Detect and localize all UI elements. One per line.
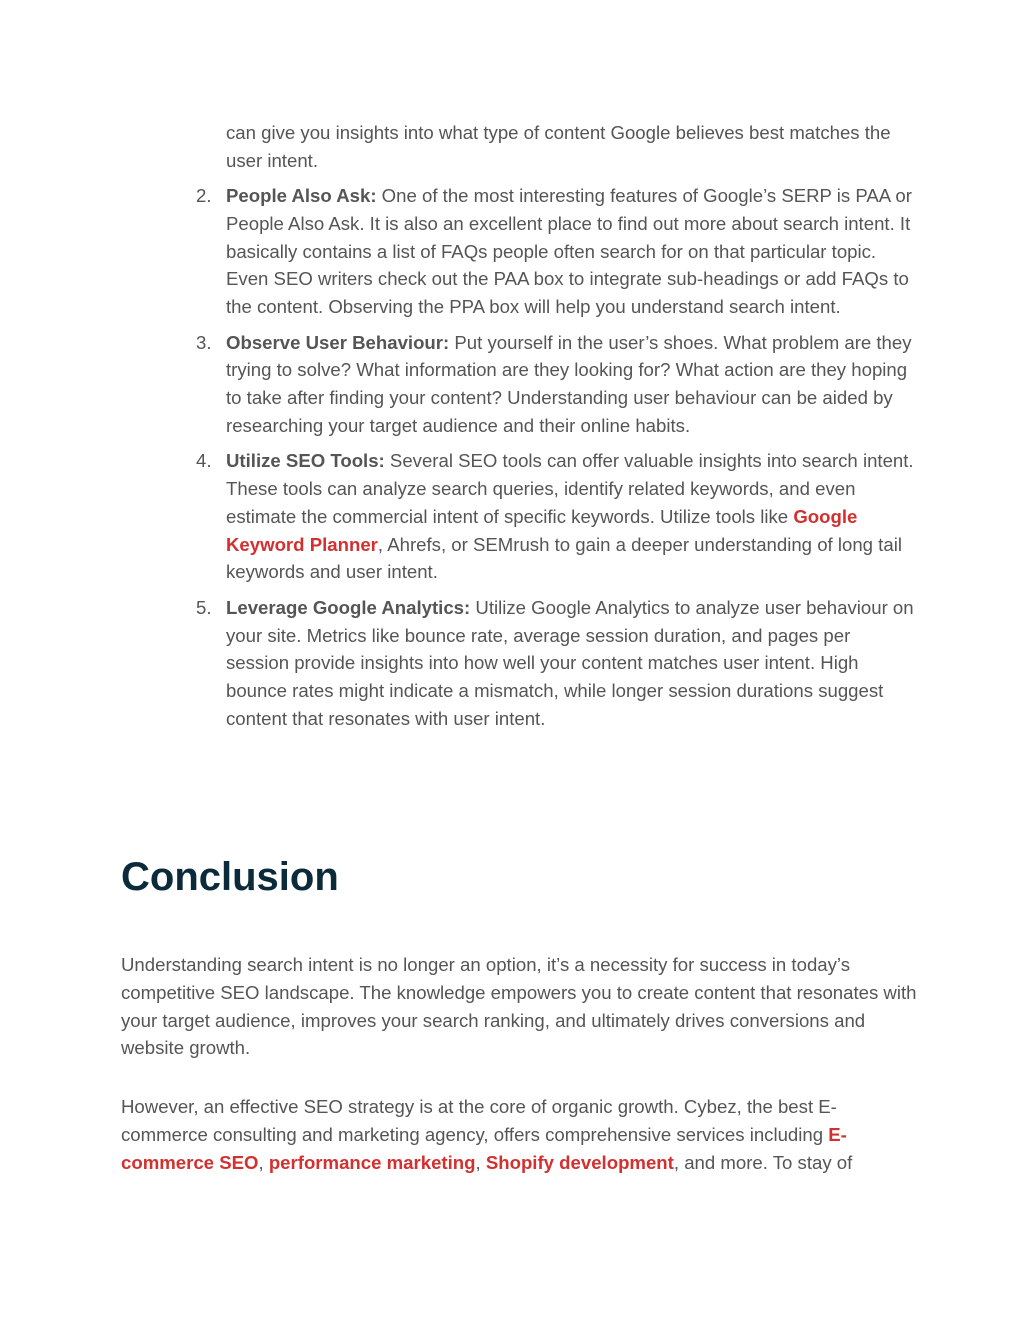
list-item-text: Several SEO tools can offer valuable insights into search intent. These tools can analyze search queries, identify related keywords, and even estimate the commercial intent of specific keywords. Utilize tools like — [226, 450, 914, 527]
list-item-observe-user-behaviour — [186, 329, 916, 440]
ecommerce-seo-link[interactable]: E-commerce SEO — [121, 1123, 847, 1173]
conclusion-heading: Conclusion — [121, 855, 339, 899]
conclusion-paragraph-2 — [121, 1093, 921, 1176]
list-item-text: , Ahrefs, or SEMrush to gain a deeper understanding of long tail keywords and user intent. — [226, 533, 902, 583]
paragraph-text: , and more. To stay of — [673, 1151, 853, 1173]
list-item-number: 5. — [196, 596, 212, 618]
list-item-number: 2. — [196, 185, 212, 207]
list-item-utilize-seo-tools — [186, 447, 916, 586]
list-item-people-also-ask — [186, 182, 916, 321]
list-item-text: Put yourself in the user’s shoes. What problem are they trying to solve? What information are they looking for? What action are they hoping to take after finding your content? Understanding user behaviour can be aided by researching your target audience and their online habits. — [226, 331, 912, 436]
list-item-number: 3. — [196, 331, 212, 353]
list-item-leverage-google-analytics — [186, 594, 916, 733]
conclusion-paragraph-1: Understanding search intent is no longer an option, it’s a necessity for success in today’s competitive SEO landscape. The knowledge empowers you to create content that resonates with your target audience, improves your search ranking, and ultimately drives conversions and website growth. — [121, 954, 917, 1059]
separator: , — [475, 1151, 486, 1173]
list-item-1-continuation — [186, 119, 916, 175]
paragraph-text: However, an effective SEO strategy is at the core of organic growth. Cybez, the best E-commerce consulting and marketing agency, offers comprehensive services including — [121, 1096, 837, 1145]
separator: , — [258, 1151, 269, 1173]
list-item-title: People Also Ask: — [226, 185, 377, 207]
google-keyword-planner-link[interactable]: Google Keyword Planner — [226, 505, 858, 555]
list-item-title: Observe User Behaviour: — [226, 331, 450, 353]
search-intent-steps-list — [186, 119, 916, 740]
list-item-number: 4. — [196, 450, 212, 472]
list-item-title: Leverage Google Analytics: — [226, 596, 471, 618]
list-item-text: can give you insights into what type of content Google believes best matches the user intent. — [226, 122, 891, 171]
list-item-text: Utilize Google Analytics to analyze user behaviour on your site. Metrics like bounce rate, average session duration, and pages per session provide insights into how well your content matches user intent. High bounce rates might indicate a mismatch, while longer session durations suggest content that resonates with user intent. — [226, 596, 914, 729]
list-item-title: Utilize SEO Tools: — [226, 450, 385, 472]
list-item-text: One of the most interesting features of Google’s SERP is PAA or People Also Ask. It is also an excellent place to find out more about search intent. It basically contains a list of FAQs people often search for on that particular topic. Even SEO writers check out the PAA box to integrate sub-headings or add FAQs to the content. Observing the PPA box will help you understand search intent. — [226, 185, 912, 318]
shopify-development-link[interactable]: Shopify development — [485, 1151, 674, 1173]
performance-marketing-link[interactable]: performance marketing — [268, 1151, 476, 1173]
